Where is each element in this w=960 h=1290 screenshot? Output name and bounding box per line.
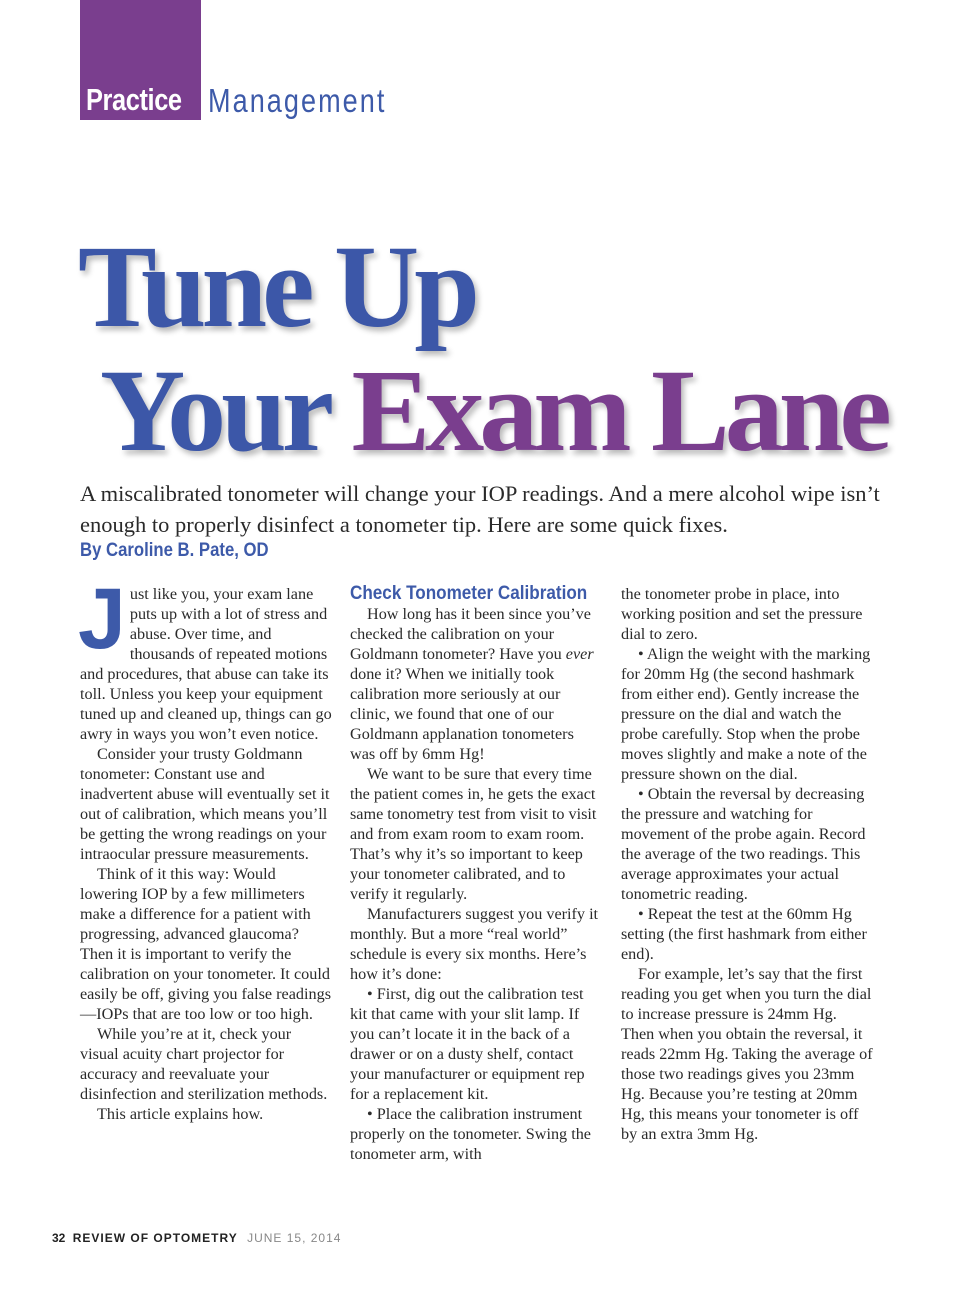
bullet-paragraph: • First, dig out the calibration test kit that came with your slit lamp. If you can’t locate it in the back of a drawer or on a dusty shelf, contact your manufacturer or equipment rep for a replacement kit. bbox=[350, 985, 585, 1103]
bullet-paragraph: • Place the calibration instrument properly on the tonometer. Swing the tonometer arm, with bbox=[350, 1105, 591, 1163]
paragraph: Think of it this way: Would lowering IOP by a few millimeters make a difference for a patient with progressing, advanced glaucoma? Then it is important to verify the calibration on your tonometer. It could easily be off, giving you false readings—IOPs that are too low or too high. bbox=[80, 865, 331, 1023]
article-deck: A miscalibrated tonometer will change your IOP readings. And a mere alcohol wipe isn’t enough to properly disinfect a tonometer tip. Here are some quick fixes. bbox=[80, 481, 880, 537]
byline: By Caroline B. Pate, OD bbox=[80, 540, 269, 561]
page-number: 32 bbox=[52, 1231, 66, 1245]
text-column-1 bbox=[78, 571, 332, 1124]
text-column-2 bbox=[350, 584, 602, 1164]
magazine-name: REVIEW OF OPTOMETRY bbox=[72, 1231, 238, 1245]
article-title-your: Your bbox=[100, 345, 328, 476]
section-label-management: Management bbox=[208, 82, 387, 119]
paragraph-text: ust like you, your exam lane puts up with a lot of stress and abuse. Over time, and thousands of repeated motions and procedures, that abuse can take its toll. Unless you keep your equipment tuned up and cleaned up, things can go awry in ways you won’t even notice. bbox=[80, 585, 332, 743]
page-footer bbox=[52, 1231, 341, 1245]
paragraph bbox=[78, 571, 332, 744]
article-title-line2 bbox=[100, 345, 887, 476]
bullet-paragraph: • Align the weight with the marking for 20mm Hg (the second hashmark from either end). Gently increase the pressure on the dial and watch the probe carefully. Stop when the probe moves slightly and make a note of the pressure shown on the dial. bbox=[621, 645, 871, 783]
paragraph: For example, let’s say that the first reading you get when you turn the dial to increase pressure is 24mm Hg. Then when you obtain the reversal, it reads 22mm Hg. Taking the average of those two readings gives you 23mm Hg. Because you’re testing at 20mm Hg, this means your tonometer is off by an extra 3mm Hg. bbox=[621, 965, 873, 1143]
paragraph: This article explains how. bbox=[97, 1105, 264, 1123]
drop-cap: J bbox=[78, 571, 126, 667]
bullet-paragraph: • Repeat the test at the 60mm Hg setting (the first hashmark from either end). bbox=[621, 905, 867, 963]
text-column-3 bbox=[621, 584, 873, 1144]
paragraph-text: done it? When we initially took calibration more seriously at our clinic, we found that one of our Goldmann applanation tonometers was off by 6mm Hg! bbox=[350, 665, 574, 763]
paragraph: We want to be sure that every time the patient comes in, he gets the exact same tonometry test from visit to visit and from exam room to exam room. That’s why it’s so important to keep your tonometer calibrated, and to verify it regularly. bbox=[350, 765, 597, 903]
issue-date: JUNE 15, 2014 bbox=[247, 1231, 342, 1245]
bullet-paragraph: • Obtain the reversal by decreasing the pressure and watching for movement of the probe again. Record the average of the two readings. This average approximates your actual tonometric reading. bbox=[621, 785, 866, 903]
section-subhead: Check Tonometer Calibration bbox=[350, 583, 588, 604]
paragraph bbox=[350, 604, 602, 764]
article-title-line1: Tune Up bbox=[78, 221, 475, 352]
section-label-practice: Practice bbox=[86, 82, 182, 117]
paragraph: Manufacturers suggest you verify it monthly. But a more “real world” schedule is every six months. Here’s how it’s done: bbox=[350, 905, 599, 983]
paragraph: While you’re at it, check your visual acuity chart projector for accuracy and reevaluate your disinfection and sterilization methods. bbox=[80, 1025, 328, 1103]
paragraph: Consider your trusty Goldmann tonometer: Constant use and inadvertent abuse will eventually set it out of calibration, which means you’ll be getting the wrong readings on your intraocular pressure measurements. bbox=[80, 745, 330, 863]
paragraph: the tonometer probe in place, into working position and set the pressure dial to zero. bbox=[621, 585, 863, 643]
emphasis-text: ever bbox=[565, 645, 594, 663]
article-title-exam-lane: Exam Lane bbox=[351, 345, 887, 476]
paragraph-text: How long has it been since you’ve checked the calibration on your Goldmann tonometer? Have you bbox=[350, 605, 591, 663]
